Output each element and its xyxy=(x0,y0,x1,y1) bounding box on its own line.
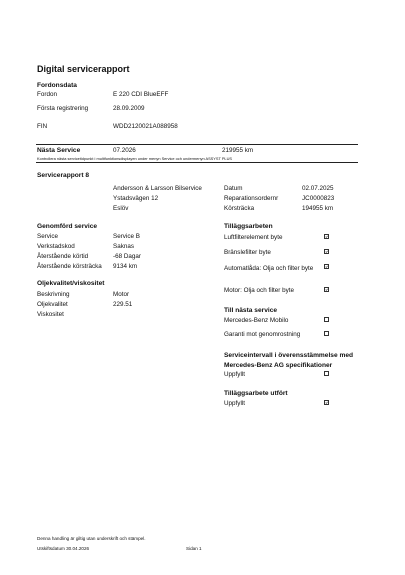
oil-quality-label: Oljekvalitet xyxy=(37,301,68,308)
service-report-heading: Servicerapport 8 xyxy=(37,172,90,179)
next-service-bottom-rule xyxy=(36,162,358,163)
rust-warranty-checkbox[interactable] xyxy=(324,331,329,336)
viscosity-label: Viskositet xyxy=(37,311,64,318)
repair-order-value: JC0000823 xyxy=(302,195,335,202)
air-filter-checkbox[interactable] xyxy=(324,234,329,239)
interval-fulfilled-checkbox[interactable] xyxy=(324,371,329,376)
oil-description-value: Motor xyxy=(113,291,130,298)
extra-work-heading: Tilläggsarbeten xyxy=(224,223,273,230)
remaining-time-value: -68 Dagar xyxy=(113,253,142,260)
fuel-filter-label: Bränslefilter byte xyxy=(224,249,271,256)
remaining-distance-label: Återstående körsträcka xyxy=(37,263,102,270)
repair-order-label: Reparationsordernr xyxy=(224,195,279,202)
first-registration-label: Första registrering xyxy=(37,105,89,112)
mileage-value: 194955 km xyxy=(302,205,334,212)
next-service-km: 219955 km xyxy=(222,147,254,154)
oil-quality-value: 229.51 xyxy=(113,301,133,308)
remaining-distance-value: 9134 km xyxy=(113,263,138,270)
checkmark-icon xyxy=(325,288,328,291)
fuel-filter-checkbox[interactable] xyxy=(324,249,329,254)
fin-value: WDD2120021A088958 xyxy=(113,123,178,130)
mobilo-label: Mercedes-Benz Mobilo xyxy=(224,317,289,324)
oil-heading: Oljekvalitet/viskositet xyxy=(37,280,105,287)
workshop-name: Andersson & Larsson Bilservice xyxy=(113,185,202,192)
next-service-top-rule xyxy=(36,144,358,145)
checkmark-icon xyxy=(325,401,328,404)
vehicle-label: Fordon xyxy=(37,91,57,98)
engine-oil-checkbox[interactable] xyxy=(324,287,329,292)
oil-description-label: Beskrivning xyxy=(37,291,70,298)
vehicle-value: E 220 CDI BlueEFF xyxy=(113,91,169,98)
rust-warranty-label: Garanti mot genomrostning xyxy=(224,331,301,338)
extra-work-done-heading: Tilläggsarbete utfört xyxy=(224,390,288,397)
next-service-date: 07.2026 xyxy=(113,147,136,154)
performed-service-heading: Genomförd service xyxy=(37,223,98,230)
mobilo-checkbox[interactable] xyxy=(324,317,329,322)
service-interval-heading: Serviceintervall i överensstämmelse med Mercedes-Benz AG specifikationer xyxy=(224,352,354,369)
mileage-label: Körsträcka xyxy=(224,205,255,212)
extra-work-done-label: Uppfyllt xyxy=(224,400,245,407)
next-service-label: Nästa Service xyxy=(37,147,81,154)
engine-oil-label: Motor: Olja och filter byte xyxy=(224,287,294,294)
until-next-service-heading: Till nästa service xyxy=(224,307,278,314)
fin-label: FIN xyxy=(37,123,48,130)
next-service-note: Kontrollera nästa servicetidpunkt i multifunktionsdisplayen under menyn Service och undermenyn ASSYST PLUS xyxy=(37,156,232,161)
checkmark-icon xyxy=(325,265,328,268)
validity-note: Denna handling är giltig utan underskrift och stämpel. xyxy=(37,536,146,541)
interval-fulfilled-label: Uppfyllt xyxy=(224,371,245,378)
document-title: Digital servicerapport xyxy=(37,64,130,74)
first-registration-value: 28.09.2009 xyxy=(113,105,145,112)
checkmark-icon xyxy=(325,235,328,238)
print-date: Utskiftsdatum 30.04.2026 xyxy=(37,546,90,551)
service-value: Service B xyxy=(113,233,140,240)
date-label: Datum xyxy=(224,185,243,192)
gearbox-oil-checkbox[interactable] xyxy=(324,264,329,269)
date-value: 02.07.2025 xyxy=(302,185,334,192)
remaining-time-label: Återstående körtid xyxy=(37,253,89,260)
workshop-code-value: Saknas xyxy=(113,243,135,250)
extra-work-done-checkbox[interactable] xyxy=(324,400,329,405)
workshop-city: Eslöv xyxy=(113,205,129,212)
workshop-code-label: Verkstadskod xyxy=(37,243,75,250)
workshop-street: Ystadsvägen 12 xyxy=(113,195,159,202)
air-filter-label: Luftfilterelement byte xyxy=(224,234,283,241)
service-label: Service xyxy=(37,233,58,240)
checkmark-icon xyxy=(325,250,328,253)
vehicle-data-heading: Fordonsdata xyxy=(37,82,77,89)
page-number: Sidan 1 xyxy=(186,546,202,551)
gearbox-oil-label: Automatlåda: Olja och filter byte xyxy=(224,265,314,272)
